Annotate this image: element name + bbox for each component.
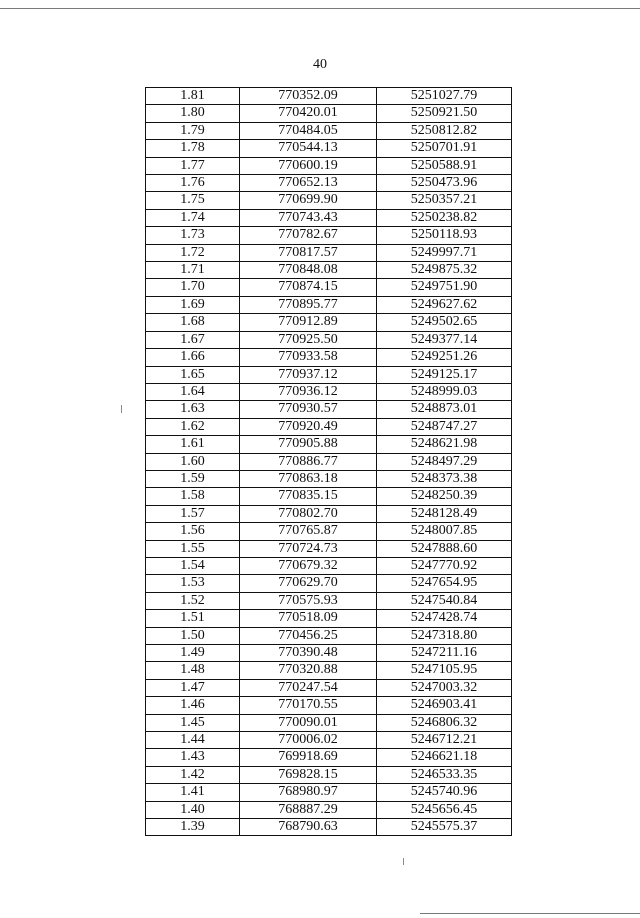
point-number-cell: 1.53: [146, 575, 240, 592]
x-coordinate-cell: 770352.09: [240, 88, 377, 105]
point-number-cell: 1.76: [146, 175, 240, 192]
x-coordinate-cell: 770933.58: [240, 349, 377, 366]
x-coordinate-cell: 770874.15: [240, 279, 377, 296]
table-row: [146, 418, 512, 435]
table-row: [146, 470, 512, 487]
y-coordinate-cell: 5249627.62: [377, 296, 512, 313]
x-coordinate-cell: 770518.09: [240, 610, 377, 627]
table-row: [146, 349, 512, 366]
table-row: [146, 453, 512, 470]
y-coordinate-cell: 5247654.95: [377, 575, 512, 592]
y-coordinate-cell: 5247540.84: [377, 592, 512, 609]
x-coordinate-cell: 770006.02: [240, 732, 377, 749]
y-coordinate-cell: 5248128.49: [377, 505, 512, 522]
point-number-cell: 1.68: [146, 314, 240, 331]
table-row: [146, 331, 512, 348]
point-number-cell: 1.67: [146, 331, 240, 348]
x-coordinate-cell: 770699.90: [240, 192, 377, 209]
table-row: [146, 610, 512, 627]
point-number-cell: 1.46: [146, 697, 240, 714]
y-coordinate-cell: 5247211.16: [377, 645, 512, 662]
x-coordinate-cell: 770895.77: [240, 296, 377, 313]
table-row: [146, 592, 512, 609]
table-row: [146, 157, 512, 174]
y-coordinate-cell: 5248373.38: [377, 470, 512, 487]
x-coordinate-cell: 770930.57: [240, 401, 377, 418]
table-row: [146, 801, 512, 818]
y-coordinate-cell: 5250812.82: [377, 122, 512, 139]
table-row: [146, 766, 512, 783]
x-coordinate-cell: 769918.69: [240, 749, 377, 766]
y-coordinate-cell: 5249875.32: [377, 262, 512, 279]
x-coordinate-cell: 770920.49: [240, 418, 377, 435]
point-number-cell: 1.56: [146, 523, 240, 540]
point-number-cell: 1.72: [146, 244, 240, 261]
y-coordinate-cell: 5247318.80: [377, 627, 512, 644]
x-coordinate-cell: 770848.08: [240, 262, 377, 279]
point-number-cell: 1.51: [146, 610, 240, 627]
point-number-cell: 1.80: [146, 105, 240, 122]
y-coordinate-cell: 5250118.93: [377, 227, 512, 244]
x-coordinate-cell: 770937.12: [240, 366, 377, 383]
point-number-cell: 1.55: [146, 540, 240, 557]
page-number: 40: [313, 57, 327, 72]
point-number-cell: 1.39: [146, 819, 240, 836]
x-coordinate-cell: 770743.43: [240, 209, 377, 226]
y-coordinate-cell: 5248250.39: [377, 488, 512, 505]
table-row: [146, 488, 512, 505]
x-coordinate-cell: 770390.48: [240, 645, 377, 662]
point-number-cell: 1.78: [146, 140, 240, 157]
x-coordinate-cell: 770886.77: [240, 453, 377, 470]
point-number-cell: 1.62: [146, 418, 240, 435]
table-row: [146, 784, 512, 801]
table-row: [146, 436, 512, 453]
point-number-cell: 1.60: [146, 453, 240, 470]
y-coordinate-cell: 5247428.74: [377, 610, 512, 627]
point-number-cell: 1.77: [146, 157, 240, 174]
y-coordinate-cell: 5246533.35: [377, 766, 512, 783]
point-number-cell: 1.58: [146, 488, 240, 505]
x-coordinate-cell: 770863.18: [240, 470, 377, 487]
point-number-cell: 1.40: [146, 801, 240, 818]
y-coordinate-cell: 5246806.32: [377, 714, 512, 731]
table-row: [146, 505, 512, 522]
point-number-cell: 1.66: [146, 349, 240, 366]
table-row: [146, 575, 512, 592]
x-coordinate-cell: 770247.54: [240, 679, 377, 696]
bottom-rule: [420, 913, 640, 914]
table-row: [146, 401, 512, 418]
table-row: [146, 262, 512, 279]
y-coordinate-cell: 5247003.32: [377, 679, 512, 696]
table-row: [146, 645, 512, 662]
point-number-cell: 1.50: [146, 627, 240, 644]
point-number-cell: 1.75: [146, 192, 240, 209]
table-row: [146, 296, 512, 313]
y-coordinate-cell: 5249997.71: [377, 244, 512, 261]
table-row: [146, 366, 512, 383]
table-row: [146, 662, 512, 679]
point-number-cell: 1.59: [146, 470, 240, 487]
point-number-cell: 1.73: [146, 227, 240, 244]
point-number-cell: 1.49: [146, 645, 240, 662]
x-coordinate-cell: 770724.73: [240, 540, 377, 557]
table-row: [146, 627, 512, 644]
y-coordinate-cell: 5249251.26: [377, 349, 512, 366]
y-coordinate-cell: 5248621.98: [377, 436, 512, 453]
x-coordinate-cell: 770170.55: [240, 697, 377, 714]
point-number-cell: 1.48: [146, 662, 240, 679]
y-coordinate-cell: 5250473.96: [377, 175, 512, 192]
point-number-cell: 1.71: [146, 262, 240, 279]
table-row: [146, 122, 512, 139]
point-number-cell: 1.47: [146, 679, 240, 696]
x-coordinate-cell: 770817.57: [240, 244, 377, 261]
table-row: [146, 714, 512, 731]
y-coordinate-cell: 5249125.17: [377, 366, 512, 383]
point-number-cell: 1.41: [146, 784, 240, 801]
y-coordinate-cell: 5248873.01: [377, 401, 512, 418]
point-number-cell: 1.81: [146, 88, 240, 105]
y-coordinate-cell: 5245656.45: [377, 801, 512, 818]
x-coordinate-cell: 770320.88: [240, 662, 377, 679]
y-coordinate-cell: 5245740.96: [377, 784, 512, 801]
y-coordinate-cell: 5250357.21: [377, 192, 512, 209]
coordinates-table: [145, 87, 512, 836]
y-coordinate-cell: 5251027.79: [377, 88, 512, 105]
point-number-cell: 1.57: [146, 505, 240, 522]
x-coordinate-cell: 770802.70: [240, 505, 377, 522]
table-row: [146, 679, 512, 696]
scan-mark: [121, 405, 122, 413]
point-number-cell: 1.74: [146, 209, 240, 226]
x-coordinate-cell: 770420.01: [240, 105, 377, 122]
table-row: [146, 383, 512, 400]
point-number-cell: 1.44: [146, 732, 240, 749]
coordinates-table-body: [146, 88, 512, 836]
table-row: [146, 314, 512, 331]
point-number-cell: 1.54: [146, 557, 240, 574]
y-coordinate-cell: 5249751.90: [377, 279, 512, 296]
x-coordinate-cell: 770679.32: [240, 557, 377, 574]
x-coordinate-cell: 770484.05: [240, 122, 377, 139]
x-coordinate-cell: 768980.97: [240, 784, 377, 801]
y-coordinate-cell: 5248497.29: [377, 453, 512, 470]
table-row: [146, 175, 512, 192]
x-coordinate-cell: 770925.50: [240, 331, 377, 348]
table-row: [146, 88, 512, 105]
y-coordinate-cell: 5249502.65: [377, 314, 512, 331]
point-number-cell: 1.52: [146, 592, 240, 609]
x-coordinate-cell: 770936.12: [240, 383, 377, 400]
scan-mark: [403, 858, 404, 865]
y-coordinate-cell: 5249377.14: [377, 331, 512, 348]
table-row: [146, 749, 512, 766]
y-coordinate-cell: 5250701.91: [377, 140, 512, 157]
table-row: [146, 819, 512, 836]
y-coordinate-cell: 5247105.95: [377, 662, 512, 679]
table-row: [146, 697, 512, 714]
y-coordinate-cell: 5247770.92: [377, 557, 512, 574]
x-coordinate-cell: 770835.15: [240, 488, 377, 505]
table-row: [146, 227, 512, 244]
table-row: [146, 244, 512, 261]
table-row: [146, 523, 512, 540]
point-number-cell: 1.63: [146, 401, 240, 418]
y-coordinate-cell: 5248999.03: [377, 383, 512, 400]
point-number-cell: 1.61: [146, 436, 240, 453]
table-row: [146, 732, 512, 749]
point-number-cell: 1.45: [146, 714, 240, 731]
x-coordinate-cell: 768790.63: [240, 819, 377, 836]
x-coordinate-cell: 770912.89: [240, 314, 377, 331]
table-row: [146, 192, 512, 209]
y-coordinate-cell: 5250588.91: [377, 157, 512, 174]
table-row: [146, 279, 512, 296]
table-row: [146, 557, 512, 574]
x-coordinate-cell: 768887.29: [240, 801, 377, 818]
x-coordinate-cell: 770600.19: [240, 157, 377, 174]
y-coordinate-cell: 5245575.37: [377, 819, 512, 836]
x-coordinate-cell: 770090.01: [240, 714, 377, 731]
table-row: [146, 540, 512, 557]
y-coordinate-cell: 5246621.18: [377, 749, 512, 766]
table-row: [146, 140, 512, 157]
x-coordinate-cell: 770765.87: [240, 523, 377, 540]
y-coordinate-cell: 5250921.50: [377, 105, 512, 122]
y-coordinate-cell: 5246903.41: [377, 697, 512, 714]
x-coordinate-cell: 769828.15: [240, 766, 377, 783]
point-number-cell: 1.42: [146, 766, 240, 783]
x-coordinate-cell: 770575.93: [240, 592, 377, 609]
x-coordinate-cell: 770629.70: [240, 575, 377, 592]
y-coordinate-cell: 5248747.27: [377, 418, 512, 435]
point-number-cell: 1.64: [146, 383, 240, 400]
point-number-cell: 1.79: [146, 122, 240, 139]
point-number-cell: 1.65: [146, 366, 240, 383]
x-coordinate-cell: 770782.67: [240, 227, 377, 244]
x-coordinate-cell: 770544.13: [240, 140, 377, 157]
point-number-cell: 1.43: [146, 749, 240, 766]
point-number-cell: 1.69: [146, 296, 240, 313]
x-coordinate-cell: 770456.25: [240, 627, 377, 644]
table-row: [146, 209, 512, 226]
y-coordinate-cell: 5247888.60: [377, 540, 512, 557]
point-number-cell: 1.70: [146, 279, 240, 296]
table-row: [146, 105, 512, 122]
y-coordinate-cell: 5246712.21: [377, 732, 512, 749]
x-coordinate-cell: 770905.88: [240, 436, 377, 453]
top-rule: [0, 8, 640, 9]
x-coordinate-cell: 770652.13: [240, 175, 377, 192]
y-coordinate-cell: 5248007.85: [377, 523, 512, 540]
y-coordinate-cell: 5250238.82: [377, 209, 512, 226]
